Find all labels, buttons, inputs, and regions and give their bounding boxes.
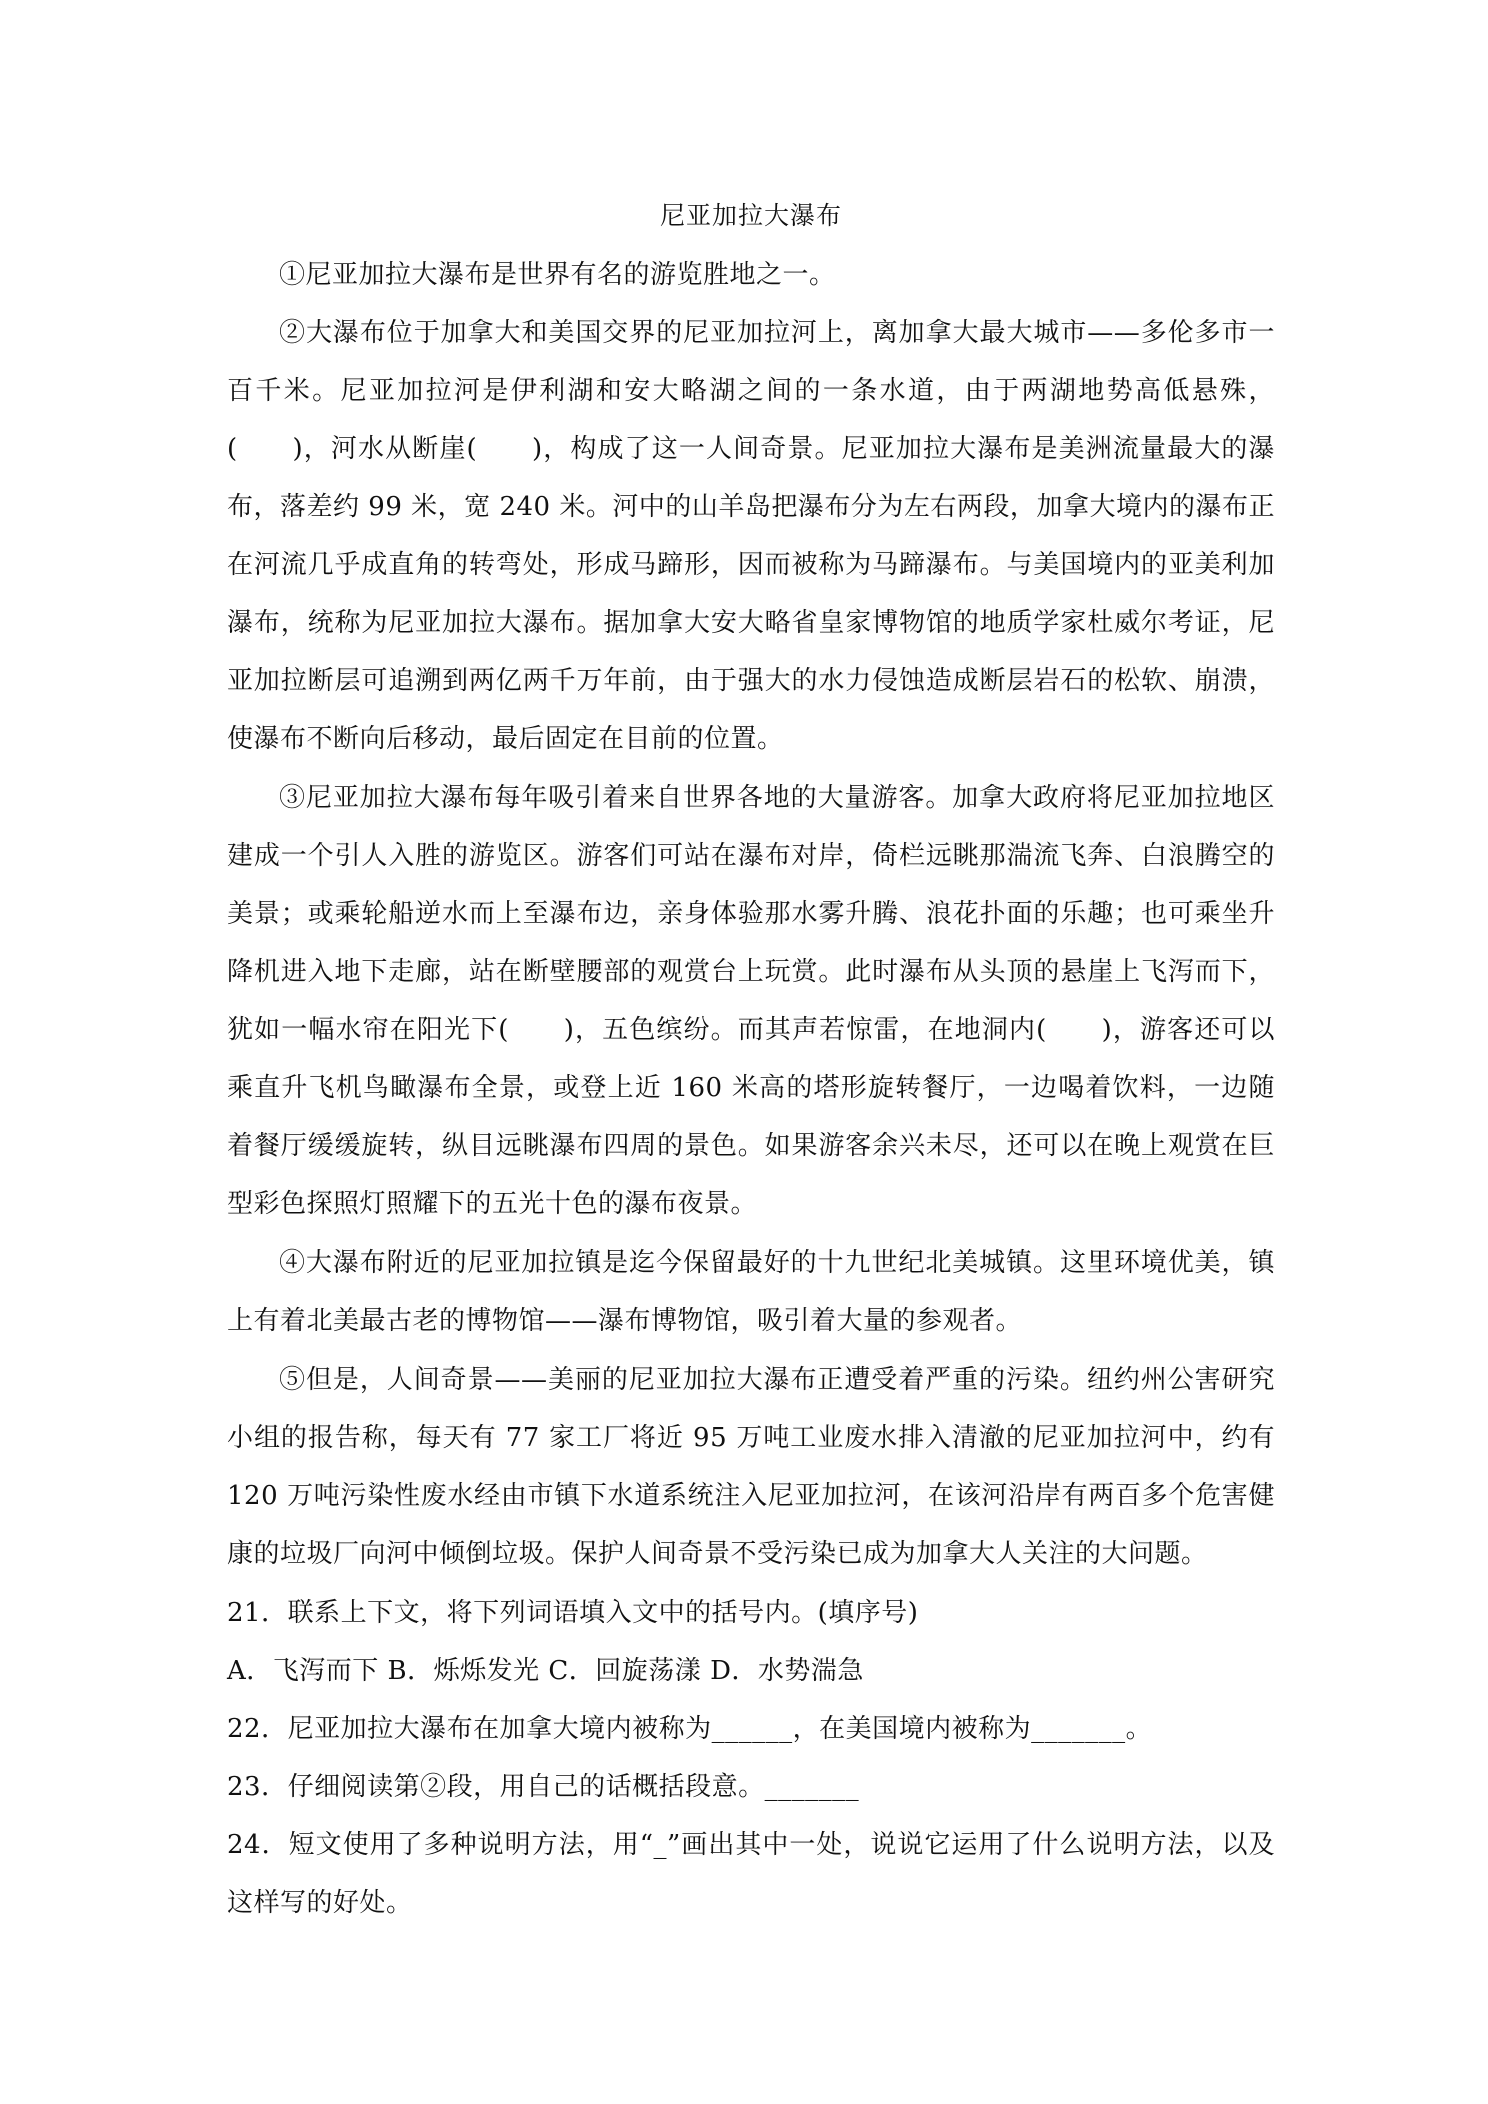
- paragraph-4: ④大瀑布附近的尼亚加拉镇是迄今保留最好的十九世纪北美城镇。这里环境优美，镇上有着北美最古老的博物馆——瀑布博物馆，吸引着大量的参观者。: [227, 1248, 1275, 1336]
- question-21-options: A．飞泻而下 B．烁烁发光 C．回旋荡漾 D．水势湍急: [227, 1656, 864, 1686]
- paragraph-5: ⑤但是，人间奇景——美丽的尼亚加拉大瀑布正遭受着严重的污染。纽约州公害研究小组的报告称，每天有 77 家工厂将近 95 万吨工业废水排入清澈的尼亚加拉河中，约有 120 万吨污染性废水经由市镇下水道系统注入尼亚加拉河，在该河沿岸有两百多个危害健康的垃圾厂向河中倾倒垃圾。保护人间奇景不受污染已成为加拿大人关注的大问题。: [227, 1365, 1275, 1569]
- question-21: 21．联系上下文，将下列词语填入文中的括号内。(填序号): [227, 1598, 919, 1628]
- article-title: 尼亚加拉大瀑布: [659, 201, 842, 230]
- question-24: 24．短文使用了多种说明方法，用“_”画出其中一处，说说它运用了什么说明方法，以及这样写的好处。: [227, 1830, 1275, 1918]
- paragraph-1: ①尼亚加拉大瀑布是世界有名的游览胜地之一。: [279, 260, 836, 290]
- paragraph-2: ②大瀑布位于加拿大和美国交界的尼亚加拉河上，离加拿大最大城市——多伦多市一百千米。尼亚加拉河是伊利湖和安大略湖之间的一条水道，由于两湖地势高低悬殊，( )，河水从断崖( )，构成了这一人间奇景。尼亚加拉大瀑布是美洲流量最大的瀑布，落差约 99 米，宽 240 米。河中的山羊岛把瀑布分为左右两段，加拿大境内的瀑布正在河流几乎成直角的转弯处，形成马蹄形，因而被称为马蹄瀑布。与美国境内的亚美利加瀑布，统称为尼亚加拉大瀑布。据加拿大安大略省皇家博物馆的地质学家杜威尔考证，尼亚加拉断层可追溯到两亿两千万年前，由于强大的水力侵蚀造成断层岩石的松软、崩溃，使瀑布不断向后移动，最后固定在目前的位置。: [227, 318, 1275, 754]
- question-23: 23．仔细阅读第②段，用自己的话概括段意。_______: [227, 1772, 860, 1802]
- paragraph-3: ③尼亚加拉大瀑布每年吸引着来自世界各地的大量游客。加拿大政府将尼亚加拉地区建成一个引人入胜的游览区。游客们可站在瀑布对岸，倚栏远眺那湍流飞奔、白浪腾空的美景；或乘轮船逆水而上至瀑布边，亲身体验那水雾升腾、浪花扑面的乐趣；也可乘坐升降机进入地下走廊，站在断壁腰部的观赏台上玩赏。此时瀑布从头顶的悬崖上飞泻而下，犹如一幅水帘在阳光下( )，五色缤纷。而其声若惊雷，在地洞内( )，游客还可以乘直升飞机鸟瞰瀑布全景，或登上近 160 米高的塔形旋转餐厅，一边喝着饮料，一边随着餐厅缓缓旋转，纵目远眺瀑布四周的景色。如果游客余兴未尽，还可以在晚上观赏在巨型彩色探照灯照耀下的五光十色的瀑布夜景。: [227, 783, 1275, 1219]
- question-22: 22．尼亚加拉大瀑布在加拿大境内被称为______，在美国境内被称为_______。: [227, 1714, 1153, 1744]
